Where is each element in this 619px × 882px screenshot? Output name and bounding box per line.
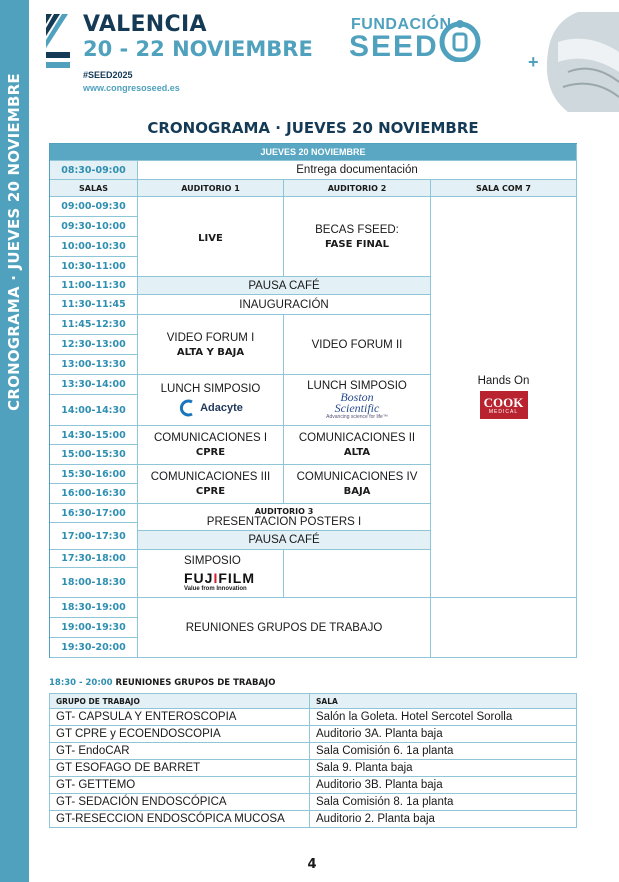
adacyte-icon [178,399,196,417]
time-cell: 17:00-17:30 [50,523,138,550]
table-header-row [50,694,577,709]
city: VALENCIA [83,12,207,37]
posters-session [138,504,431,531]
website-link[interactable]: www.congresoseed.es [83,83,180,93]
group-cell: GT-RESECCION ENDOSCÓPICA MUCOSA [50,811,310,828]
event-dates: 20 - 22 NOVIEMBRE [83,37,313,61]
fuji-text-a: FUJ [184,570,214,586]
page-title: CRONOGRAMA · JUEVES 20 NOVIEMBRE [147,119,479,137]
room-cell: Sala Comisión 8. 1a planta [310,794,577,811]
cook-logo-text: COOK [483,394,524,410]
lunch-symposium-1-label: LUNCH SIMPOSIO [160,383,261,395]
time-cell: 18:00-18:30 [50,568,138,598]
hands-on-label: Hands On [477,375,530,387]
room-cell: Sala Comisión 6. 1a planta [310,743,577,760]
time-cell: 11:30-11:45 [50,295,138,315]
table-row [50,760,577,777]
day-header: JUEVES 20 NOVIEMBRE [50,144,577,161]
table-row [50,794,577,811]
column-header-room: SALA [310,694,577,709]
time-cell: 19:30-20:00 [50,638,138,658]
column-header-group: GRUPO DE TRABAJO [50,694,310,709]
page-number: 4 [307,857,317,872]
coffee-break-cell: PAUSA CAFÉ [138,277,431,295]
column-header-salas: SALAS [50,180,138,197]
cook-logo-sub: MEDICAL [488,408,519,415]
time-cell: 09:00-09:30 [50,197,138,217]
lunch-symposium-2 [284,375,431,426]
group-cell: GT ESOFAGO DE BARRET [50,760,310,777]
video-forum-1-session [138,315,284,375]
auditorio-3-label: AUDITORIO 3 [254,506,314,516]
comunicaciones-1-sub: CPRE [195,447,226,458]
groups-title: REUNIONES GRUPOS DE TRABAJO [115,678,276,688]
table-row [50,811,577,828]
time-cell: 13:30-14:00 [50,375,138,395]
table-row [50,777,577,794]
boston-tagline: Advancing science for life™ [326,414,388,420]
group-cell: GT- GETTEMO [50,777,310,794]
working-groups-session: REUNIONES GRUPOS DE TRABAJO [138,598,431,658]
boston-logo-line2: Scientific [334,401,380,415]
column-header-auditorio-2: AUDITORIO 2 [284,180,431,197]
logo-main-text: SEED [349,30,439,63]
hands-on-session [431,197,577,598]
time-cell: 09:30-10:00 [50,217,138,237]
time-cell: 18:30-19:00 [50,598,138,618]
live-session [138,197,284,277]
room-cell: Auditorio 3A. Planta baja [310,726,577,743]
posters-label: PRESENTACION POSTERS I [206,515,362,528]
group-cell: GT- EndoCAR [50,743,310,760]
time-cell: 15:00-15:30 [50,445,138,465]
room-cell: Auditorio 2. Planta baja [310,811,577,828]
plus-icon: + [528,52,539,72]
group-cell: GT- SEDACIÓN ENDOSCÓPICA [50,794,310,811]
empty-cell [431,598,577,658]
inauguration-cell: INAUGURACIÓN [138,295,431,315]
logo-stripes-icon [44,14,72,76]
fujifilm-symposium [138,550,284,598]
adacyte-logo [178,399,243,417]
time-cell: 10:30-11:00 [50,257,138,277]
groups-heading [49,678,275,688]
hashtag: #SEED2025 [83,70,133,80]
fujifilm-logo [184,570,255,586]
working-groups-table [49,693,577,828]
lunch-symposium-1 [138,375,284,426]
time-cell: 11:00-11:30 [50,277,138,295]
group-cell: GT CPRE y ECOENDOSCOPIA [50,726,310,743]
comunicaciones-1-label: COMUNICACIONES I [153,432,268,444]
table-row [50,726,577,743]
registration-cell: Entrega documentación [138,161,577,180]
comunicaciones-2-sub: ALTA [343,447,371,458]
room-cell: Sala 9. Planta baja [310,760,577,777]
groups-time: 18:30 - 20:00 [49,678,113,688]
comunicaciones-2-label: COMUNICACIONES II [298,432,416,444]
time-cell: 13:00-13:30 [50,355,138,375]
time-cell: 12:30-13:00 [50,335,138,355]
room-cell: Salón la Goleta. Hotel Sercotel Sorolla [310,709,577,726]
time-cell: 16:00-16:30 [50,484,138,504]
comunicaciones-3-label: COMUNICACIONES III [150,471,271,483]
column-header-auditorio-1: AUDITORIO 1 [138,180,284,197]
adacyte-name: Adacyte [200,402,243,414]
seed-logo-icon [438,18,482,62]
table-row [50,709,577,726]
time-cell: 10:00-10:30 [50,237,138,257]
fujifilm-tagline: Value from Innovation [184,586,247,592]
symposium-label: SIMPOSIO [184,555,241,567]
group-cell: GT- CAPSULA Y ENTEROSCOPIA [50,709,310,726]
time-cell: 11:45-12:30 [50,315,138,335]
becas-sub-label: FASE FINAL [325,238,389,250]
comunicaciones-4-sub: BAJA [343,486,371,497]
cook-medical-logo [480,391,528,419]
time-cell: 14:00-14:30 [50,395,138,426]
becas-session [284,197,431,277]
schedule-table [49,143,577,658]
architecture-photo-icon [538,12,619,112]
time-cell: 14:30-15:00 [50,426,138,445]
video-forum-2-session: VIDEO FORUM II [284,315,431,375]
boston-logo-line1: Boston [340,390,374,404]
logo-top-text: FUNDACIÓN [351,16,452,33]
side-band-title: CRONOGRAMA · JUEVES 20 NOVIEMBRE [5,73,23,411]
fuji-text-b: FILM [218,570,255,586]
empty-cell [284,550,431,598]
video-forum-1-sub: ALTA Y BAJA [176,346,245,358]
comunicaciones-3-session [138,465,284,504]
comunicaciones-4-session [284,465,431,504]
becas-label: BECAS FSEED: [315,223,399,236]
time-cell: 19:00-19:30 [50,618,138,638]
column-header-sala-com-7: SALA COM 7 [431,180,577,197]
comunicaciones-3-sub: CPRE [195,486,226,497]
comunicaciones-1-session [138,426,284,465]
comunicaciones-4-label: COMUNICACIONES IV [296,471,418,483]
time-cell: 16:30-17:00 [50,504,138,523]
time-cell: 15:30-16:00 [50,465,138,484]
video-forum-1-label: VIDEO FORUM I [166,331,255,344]
coffee-break-2-cell: PAUSA CAFÉ [138,531,431,550]
time-cell: 17:30-18:00 [50,550,138,568]
room-cell: Auditorio 3B. Planta baja [310,777,577,794]
live-label: LIVE [198,232,223,244]
time-cell: 08:30-09:00 [50,161,138,180]
fuji-text-i: I [213,570,219,586]
comunicaciones-2-session [284,426,431,465]
side-band [0,0,29,882]
table-row [50,743,577,760]
lunch-symposium-2-label: LUNCH SIMPOSIO [307,380,407,392]
